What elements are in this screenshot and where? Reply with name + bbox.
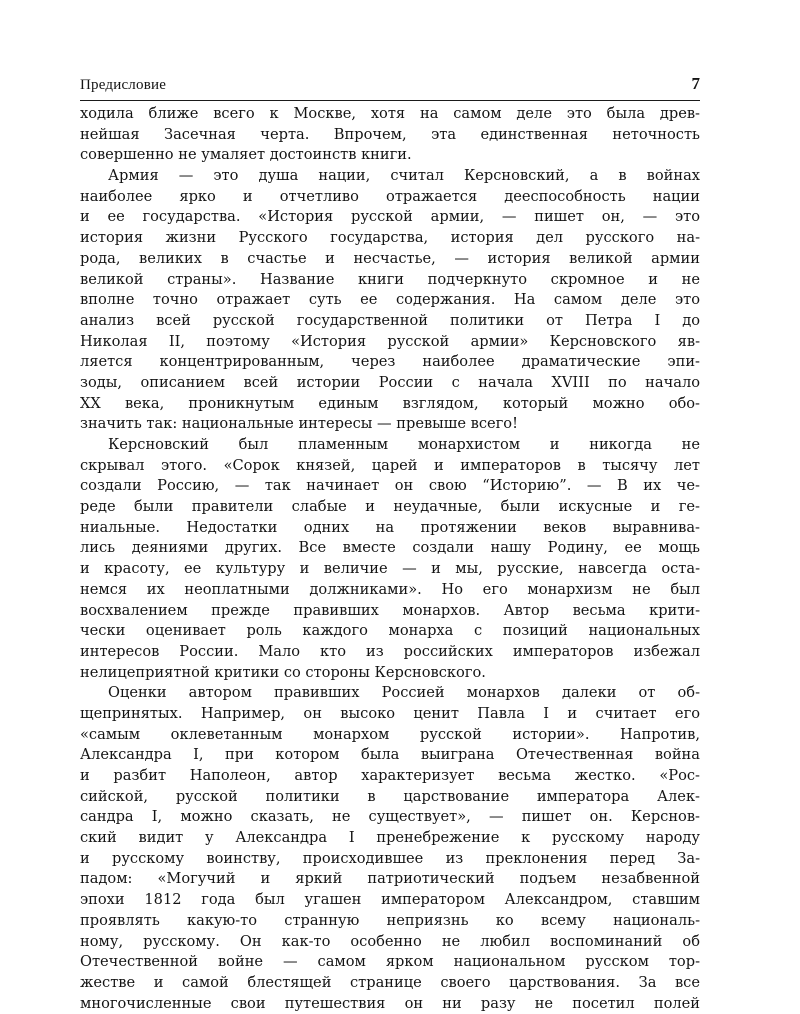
text-line: восхвалением прежде правивших монархов. Автор весьма крити- bbox=[80, 601, 700, 619]
text-line: великой страны». Название книги подчеркнуто скромное и не bbox=[80, 270, 700, 288]
text-line: Отечественной войне — самом ярком национальном русском тор- bbox=[80, 953, 700, 971]
text-line: падом: «Могучий и яркий патриотический подъем незабвенной bbox=[80, 870, 700, 888]
text-line: интересов России. Мало кто из российских императоров избежал bbox=[80, 642, 700, 660]
text-line: сийской, русской политики в царствование императора Алек- bbox=[80, 787, 700, 805]
text-line: Оценки автором правивших Россией монархов далеки от об- bbox=[108, 684, 700, 702]
text-line: совершенно не умаляет достоинств книги. bbox=[80, 146, 412, 164]
text-line: чески оценивает роль каждого монарха с позиций национальных bbox=[80, 622, 700, 640]
running-header bbox=[80, 74, 700, 101]
text-line: Николая II, поэтому «История русской армии» Керсновского яв- bbox=[80, 332, 700, 350]
text-line: и ее государства. «История русской армии, — пишет он, — это bbox=[80, 208, 700, 226]
text-line: и разбит Наполеон, автор характеризует весьма жестко. «Рос- bbox=[80, 767, 700, 784]
text-line: анализ всей русской государственной политики от Петра I до bbox=[80, 311, 700, 329]
text-line: история жизни Русского государства, история дел русского на- bbox=[80, 229, 700, 247]
body-text bbox=[80, 104, 700, 1014]
text-line: Керсновский был пламенным монархистом и никогда не bbox=[108, 436, 700, 453]
text-line: Армия — это душа нации, считал Керсновский, а в войнах bbox=[108, 167, 700, 185]
text-line: и русскому воинству, происходившее из преклонения перед За- bbox=[80, 849, 700, 867]
text-line: щепринятых. Например, он высоко ценит Павла I и считает его bbox=[80, 704, 700, 722]
text-line: рода, великих в счастье и несчастье, — история великой армии bbox=[80, 249, 700, 267]
text-line: проявлять какую-то странную неприязнь ко всему националь- bbox=[80, 911, 700, 929]
text-line: сандра I, можно сказать, не существует», — пишет он. Керснов- bbox=[80, 808, 700, 826]
text-line: ский видит у Александра I пренебрежение к русскому народу bbox=[80, 829, 700, 847]
text-line: немся их неоплатными должниками». Но его монархизм не был bbox=[80, 580, 700, 598]
text-line: создали Россию, — так начинает он свою “Историю”. — В их че- bbox=[80, 477, 700, 495]
text-line: «самым оклеветанным монархом русской истории». Напротив, bbox=[80, 725, 700, 743]
text-line: ляется концентрированным, через наиболее драматические эпи- bbox=[80, 353, 700, 371]
page-number: 7 bbox=[691, 74, 700, 93]
text-line: XX века, проникнутым единым взглядом, который можно обо- bbox=[80, 394, 700, 412]
text-line: скрывал этого. «Сорок князей, царей и императоров в тысячу лет bbox=[80, 456, 700, 474]
section-title: Предисловие bbox=[80, 77, 167, 93]
text-line: лись деяниями других. Все вместе создали нашу Родину, ее мощь bbox=[80, 539, 700, 557]
text-line: наиболее ярко и отчетливо отражается дееспособность нации bbox=[80, 187, 700, 205]
text-line: и красоту, ее культуру и величие — и мы, русские, навсегда оста- bbox=[80, 560, 700, 578]
text-line: зоды, описанием всей истории России с начала XVIII по начало bbox=[80, 373, 700, 391]
text-line: эпохи 1812 года был угашен императором Александром, ставшим bbox=[80, 891, 700, 909]
text-line: нелицеприятной критики со стороны Керсновского. bbox=[80, 663, 486, 681]
text-line: многочисленные свои путешествия он ни разу не посетил полей bbox=[80, 994, 700, 1012]
text-line: Александра I, при котором была выиграна Отечественная война bbox=[80, 746, 700, 764]
text-line: ниальные. Недостатки одних на протяжении веков выравнива- bbox=[80, 518, 700, 536]
text-line: ному, русскому. Он как-то особенно не любил воспоминаний об bbox=[80, 932, 700, 950]
text-line: реде были правители слабые и неудачные, были искусные и ге- bbox=[80, 498, 700, 516]
book-page bbox=[80, 74, 700, 1014]
text-line: значить так: национальные интересы — превыше всего! bbox=[80, 415, 518, 433]
text-line: жестве и самой блестящей странице своего царствования. За все bbox=[80, 973, 700, 991]
text-line: нейшая Засечная черта. Впрочем, эта единственная неточность bbox=[80, 125, 700, 143]
text-line: вполне точно отражает суть ее содержания. На самом деле это bbox=[80, 291, 700, 309]
text-line: ходила ближе всего к Москве, хотя на самом деле это была древ- bbox=[80, 105, 700, 122]
